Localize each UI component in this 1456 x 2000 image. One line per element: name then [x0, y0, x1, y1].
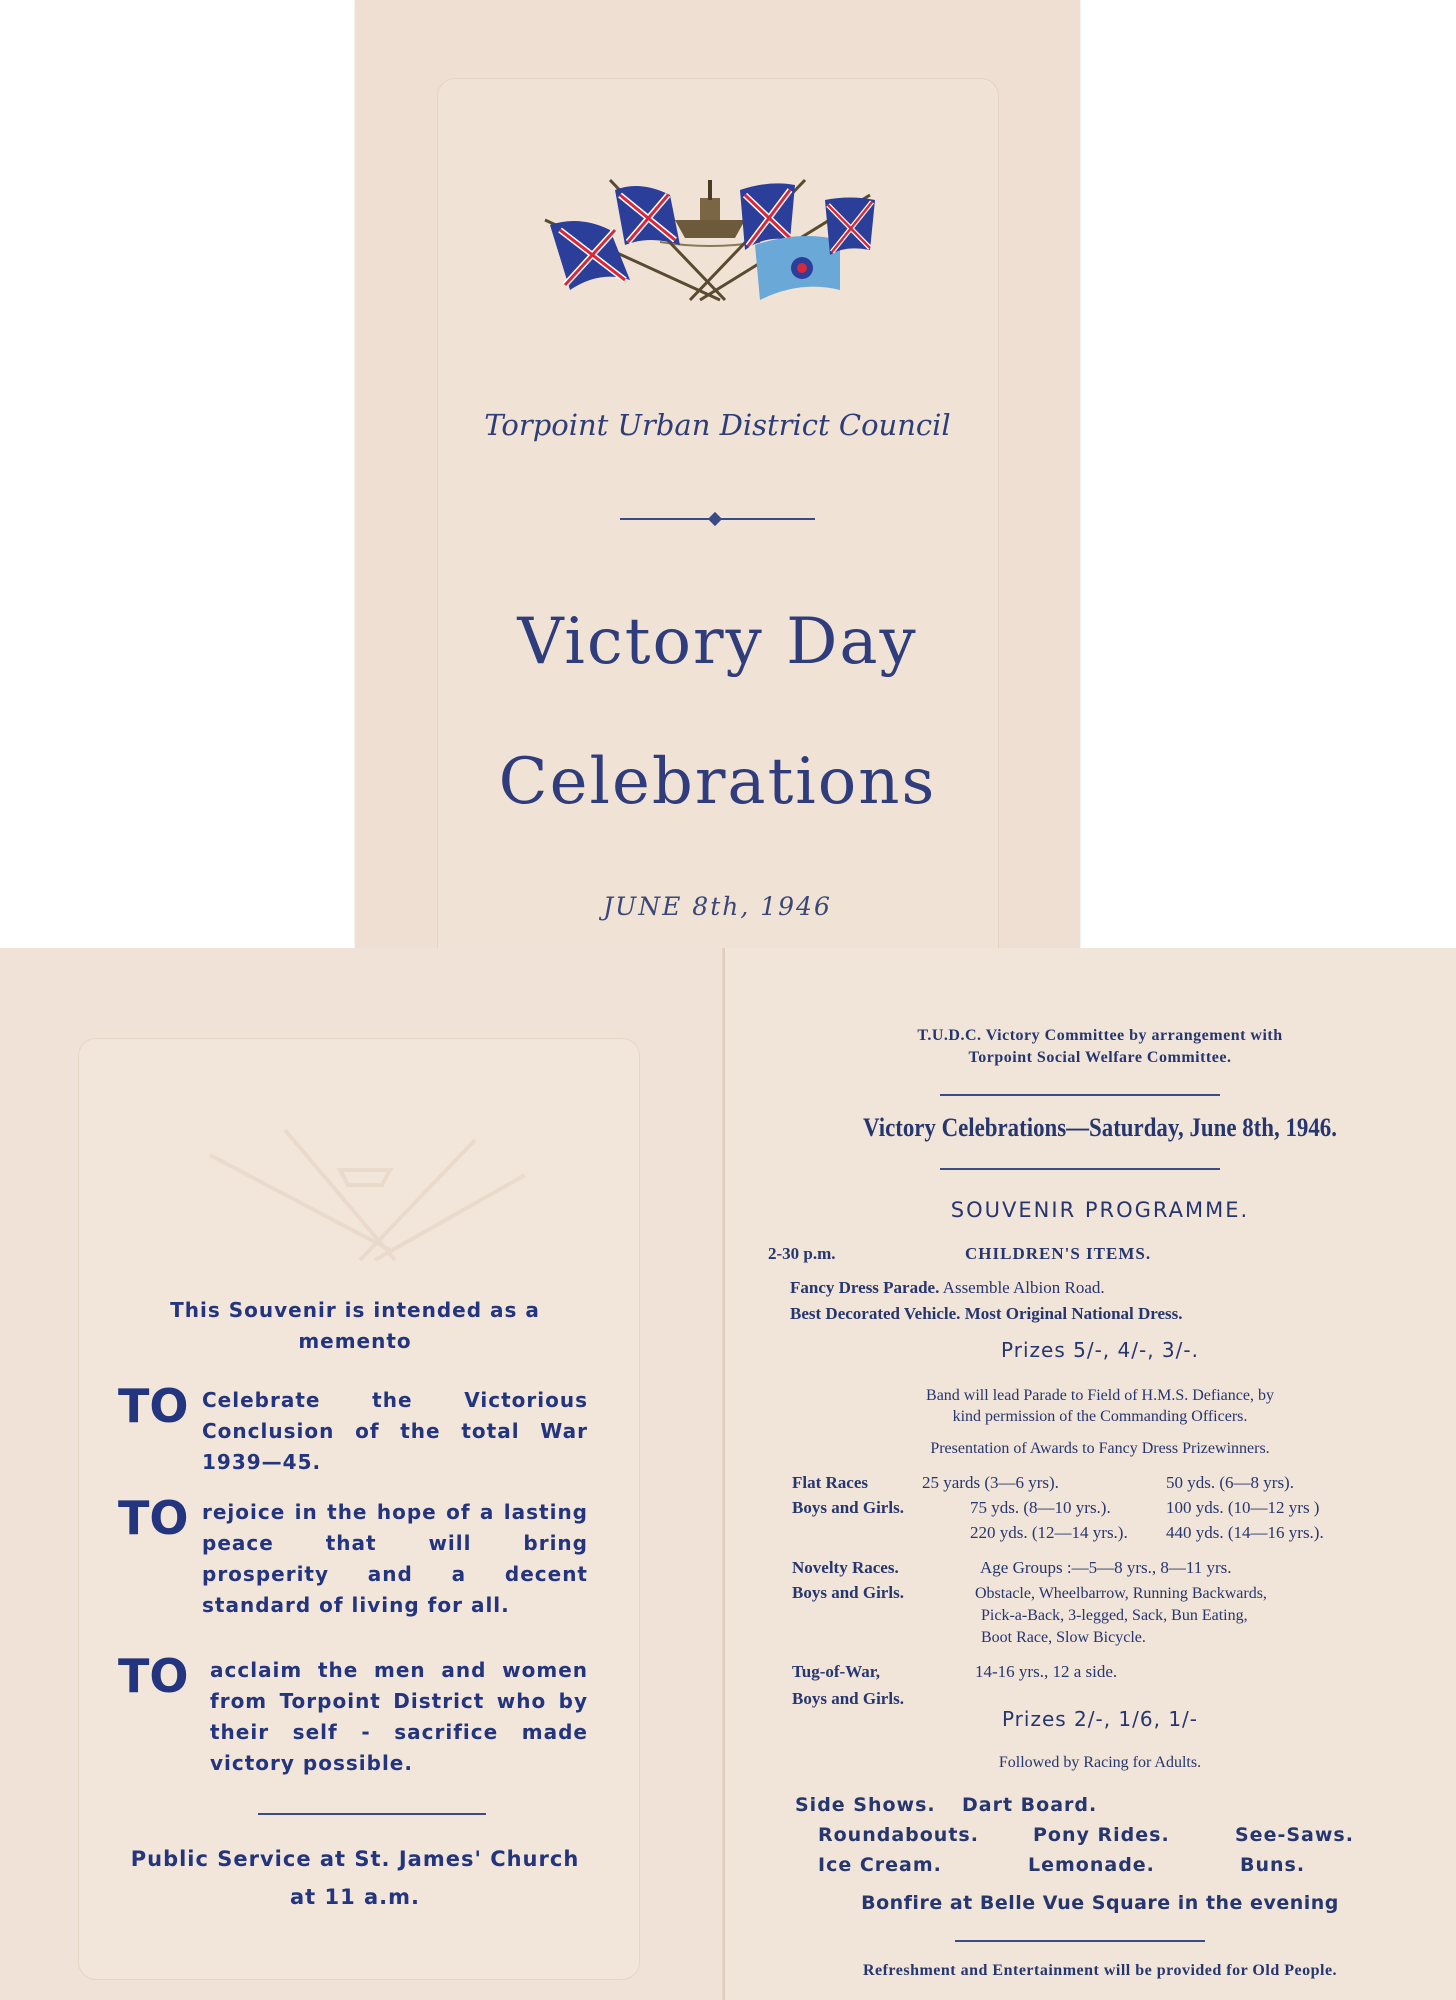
flat-races-label: Flat Races: [792, 1473, 869, 1492]
to-text: acclaim the men and women from Torpoint District who by their self - sacrifice made victory possible.: [210, 1658, 588, 1775]
tug-of-war-sub: Boys and Girls.: [792, 1689, 904, 1708]
souvenir-intro: This Souvenir is intended as a memento: [170, 1298, 540, 1353]
novelty-ages: Age Groups :—5—8 yrs., 8—11 yrs.: [980, 1558, 1232, 1577]
cover-date: JUNE 8th, 1946: [603, 892, 832, 921]
prizes-children: Prizes 5/-, 4/-, 3/-.: [1001, 1338, 1199, 1362]
committee-note: [765, 1025, 1435, 1069]
divider: [955, 1940, 1205, 1942]
divider: [940, 1094, 1220, 1096]
side-shows: Side Shows.: [795, 1794, 936, 1816]
band-line: kind permission of the Commanding Officers.: [952, 1408, 1248, 1425]
cover-title-line2: Celebrations: [498, 745, 937, 819]
boys-girls-label: Boys and Girls.: [792, 1498, 904, 1517]
to-initial: TO: [118, 1491, 189, 1545]
refreshment-note: Refreshment and Entertainment will be provided for Old People.: [862, 1962, 1338, 1979]
flat-race-entry: 75 yds. (8—10 yrs.).: [970, 1498, 1111, 1517]
union-jack-icon: [615, 186, 680, 245]
service-time: at 11 a.m.: [289, 1885, 421, 1909]
dart-board: Dart Board.: [962, 1794, 1098, 1816]
tug-of-war-label: Tug-of-War,: [792, 1662, 881, 1681]
committee-line: Torpoint Social Welfare Committee.: [968, 1049, 1232, 1066]
bonfire-note: Bonfire at Belle Vue Square in the evening: [861, 1892, 1339, 1914]
embossed-flags-emblem: [190, 1110, 530, 1290]
see-saws: See-Saws.: [1235, 1824, 1354, 1846]
start-time: 2-30 p.m.: [768, 1244, 836, 1263]
flat-race-entry: 440 yds. (14—16 yrs.).: [1166, 1523, 1324, 1542]
to-text: Celebrate the Victorious Conclusion of the total War 1939—45.: [202, 1388, 588, 1474]
novelty-line: Obstacle, Wheelbarrow, Running Backwards,: [975, 1585, 1267, 1602]
ice-cream: Ice Cream.: [818, 1854, 942, 1876]
divider: [258, 1813, 486, 1815]
programme-headline: Victory Celebrations—Saturday, June 8th, 1946.: [863, 1113, 1337, 1142]
to-initial: TO: [118, 1379, 189, 1433]
flat-race-entry: 220 yds. (12—14 yrs.).: [970, 1523, 1128, 1542]
lemonade: Lemonade.: [1028, 1854, 1155, 1876]
novelty-list: [975, 1583, 1267, 1649]
roundabouts: Roundabouts.: [818, 1824, 979, 1846]
fancy-dress-row: [790, 1278, 1105, 1298]
cover-title-line1: Victory Day: [517, 605, 918, 679]
buns: Buns.: [1240, 1854, 1306, 1876]
flat-race-entry: 50 yds. (6—8 yrs).: [1166, 1473, 1294, 1492]
cover-card: [355, 0, 1080, 948]
band-line: Band will lead Parade to Field of H.M.S. Defiance, by: [926, 1387, 1274, 1404]
prizes-tug: Prizes 2/-, 1/6, 1/-: [1001, 1707, 1199, 1731]
raf-ensign-icon: [755, 236, 840, 300]
committee-line: T.U.D.C. Victory Committee by arrangement with: [917, 1027, 1283, 1044]
band-note: [765, 1385, 1435, 1427]
service-line: Public Service at St. James' Church: [130, 1847, 580, 1871]
presentation-note: Presentation of Awards to Fancy Dress Prizewinners.: [930, 1440, 1270, 1457]
boys-girls-label: Boys and Girls.: [792, 1583, 904, 1602]
ornamental-divider: [620, 518, 815, 520]
event-detail: Assemble Albion Road.: [942, 1278, 1105, 1297]
event-label: Fancy Dress Parade.: [790, 1278, 940, 1297]
public-service: [95, 1840, 615, 1916]
followed-note: Followed by Racing for Adults.: [998, 1754, 1202, 1771]
flags-emblem: [540, 150, 880, 330]
children-heading: CHILDREN'S ITEMS.: [965, 1244, 1152, 1263]
union-jack-icon: [550, 221, 630, 290]
flat-race-entry: 25 yards (3—6 yrs).: [922, 1473, 1059, 1492]
programme-heading: SOUVENIR PROGRAMME.: [950, 1198, 1250, 1222]
tug-of-war-detail: 14-16 yrs., 12 a side.: [975, 1662, 1118, 1681]
flat-race-entry: 100 yds. (10—12 yrs ): [1166, 1498, 1320, 1517]
event-detail: Most Original National Dress.: [964, 1304, 1183, 1323]
novelty-races-label: Novelty Races.: [792, 1558, 899, 1577]
novelty-line: Pick-a-Back, 3-legged, Sack, Bun Eating,: [981, 1607, 1248, 1624]
pony-rides: Pony Rides.: [1033, 1824, 1170, 1846]
novelty-line: Boot Race, Slow Bicycle.: [981, 1629, 1146, 1646]
event-label: Best Decorated Vehicle.: [790, 1304, 961, 1323]
divider: [940, 1168, 1220, 1170]
union-jack-icon: [825, 198, 875, 256]
council-name: Torpoint Urban District Council: [484, 408, 951, 442]
to-text: rejoice in the hope of a lasting peace that will bring prosperity and a decent standard of living for all.: [202, 1500, 588, 1617]
vehicle-row: [790, 1304, 1183, 1324]
to-initial: TO: [118, 1649, 189, 1703]
